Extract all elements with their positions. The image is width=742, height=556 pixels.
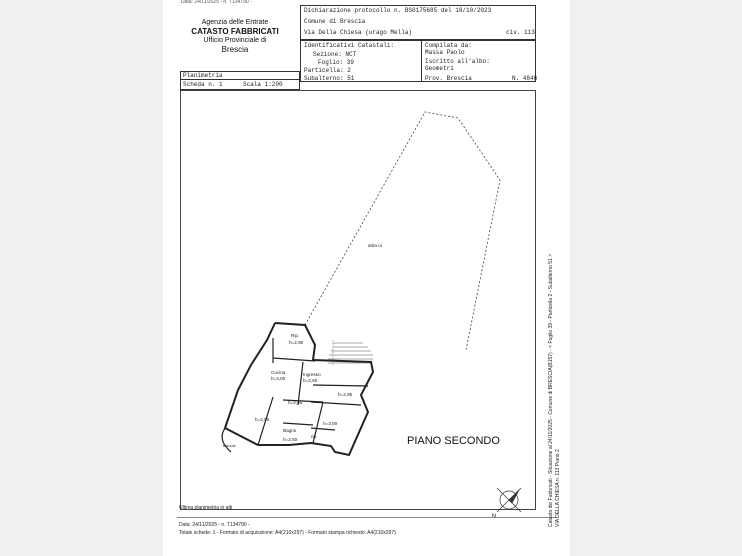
document-sheet <box>163 0 570 556</box>
compiled-title: Compilata da: <box>425 42 472 49</box>
rip-height-label: h=2,90 <box>289 340 304 345</box>
room-height-295a: h=2,95 <box>338 392 353 397</box>
agency-catasto: CATASTO FABBRICATI <box>191 27 279 36</box>
planimetria-title: Planimetria <box>183 72 223 79</box>
civ-text: civ. 113 <box>506 29 535 36</box>
albo-value: Geometri <box>425 65 454 72</box>
cucina-height-label: h=3,00 <box>271 376 286 381</box>
room-height-300: h=3,00 <box>323 421 338 426</box>
footer-date: Data: 24/11/2025 - n. T134790 - <box>179 522 250 528</box>
agency-name: Agenzia delle Entrate <box>201 19 269 26</box>
bagno-label: Bagno <box>283 428 297 433</box>
agency-office: Ufficio Provinciale di <box>203 37 267 44</box>
subalterno-text: Subalterno: 51 <box>304 75 355 82</box>
prov-text: Prov. Brescia <box>425 75 472 82</box>
protocol-text: Dichiarazione protocollo n. BS0175685 del 18/10/2023 <box>304 7 492 14</box>
header-top-text: Data: 24/11/2025 - n. T134790 - <box>181 0 252 5</box>
room-height-295b: h=2,95 <box>255 417 270 422</box>
sezione-text: Sezione: NCT <box>313 51 357 58</box>
compiled-name: Massa Paolo <box>425 49 465 56</box>
footer-divider <box>177 517 557 518</box>
ultima-planimetria-text: Ultima planimetria in atti <box>179 505 233 511</box>
footer-format: Totale schede: 1 - Formato di acquisizione: A4(210x297) - Formato stampa richiesto: A4(210x297) <box>179 530 396 536</box>
ingresso-height-label: h=2,65 <box>303 378 318 383</box>
identifiers-title: Identificativi Catastali: <box>304 42 395 49</box>
altra-ui-boundary <box>305 112 500 350</box>
cucina-label: Cucina <box>271 370 286 375</box>
rip2-label: rip. <box>311 434 318 439</box>
foglio-text: Foglio: 39 <box>318 59 355 66</box>
comune-text: Comune di Brescia <box>304 18 366 25</box>
particella-text: Particella: 2 <box>304 67 351 74</box>
rip-label: Rip. <box>291 333 300 338</box>
scheda-text: Scheda n. 1 <box>183 81 223 88</box>
bagno-height-label: h=2,50 <box>283 437 298 442</box>
albo-label: Iscritto all'albo: <box>425 58 490 65</box>
side-text-line1: Catasto dei Fabbricati - Situazione al 24/11/2025 - Comune di BRESCIA(B157) - < Foglio 39 - Particella 2 - Subalterno 51 > <box>548 253 554 527</box>
north-compass-icon <box>492 488 521 520</box>
floor-plan-drawing <box>163 0 570 556</box>
altra-ui-label: altra ui <box>368 243 382 248</box>
agency-province: Brescia <box>221 45 249 54</box>
room-height-265: h=2,65 <box>288 400 303 405</box>
floor-title: PIANO SECONDO <box>407 435 500 447</box>
balcone-label: Balcone <box>223 444 236 448</box>
svg-text:N: N <box>492 514 497 520</box>
albo-number: N. 4846 <box>512 75 538 82</box>
scala-text: Scala 1:200 <box>243 81 283 88</box>
address-text: Via Della Chiesa (urago Mella) <box>304 29 413 36</box>
side-text-line2: VIA DELLA CHIESA n. 113 Piano 2 <box>555 449 561 527</box>
ingresso-label: Ingresso <box>303 372 321 377</box>
